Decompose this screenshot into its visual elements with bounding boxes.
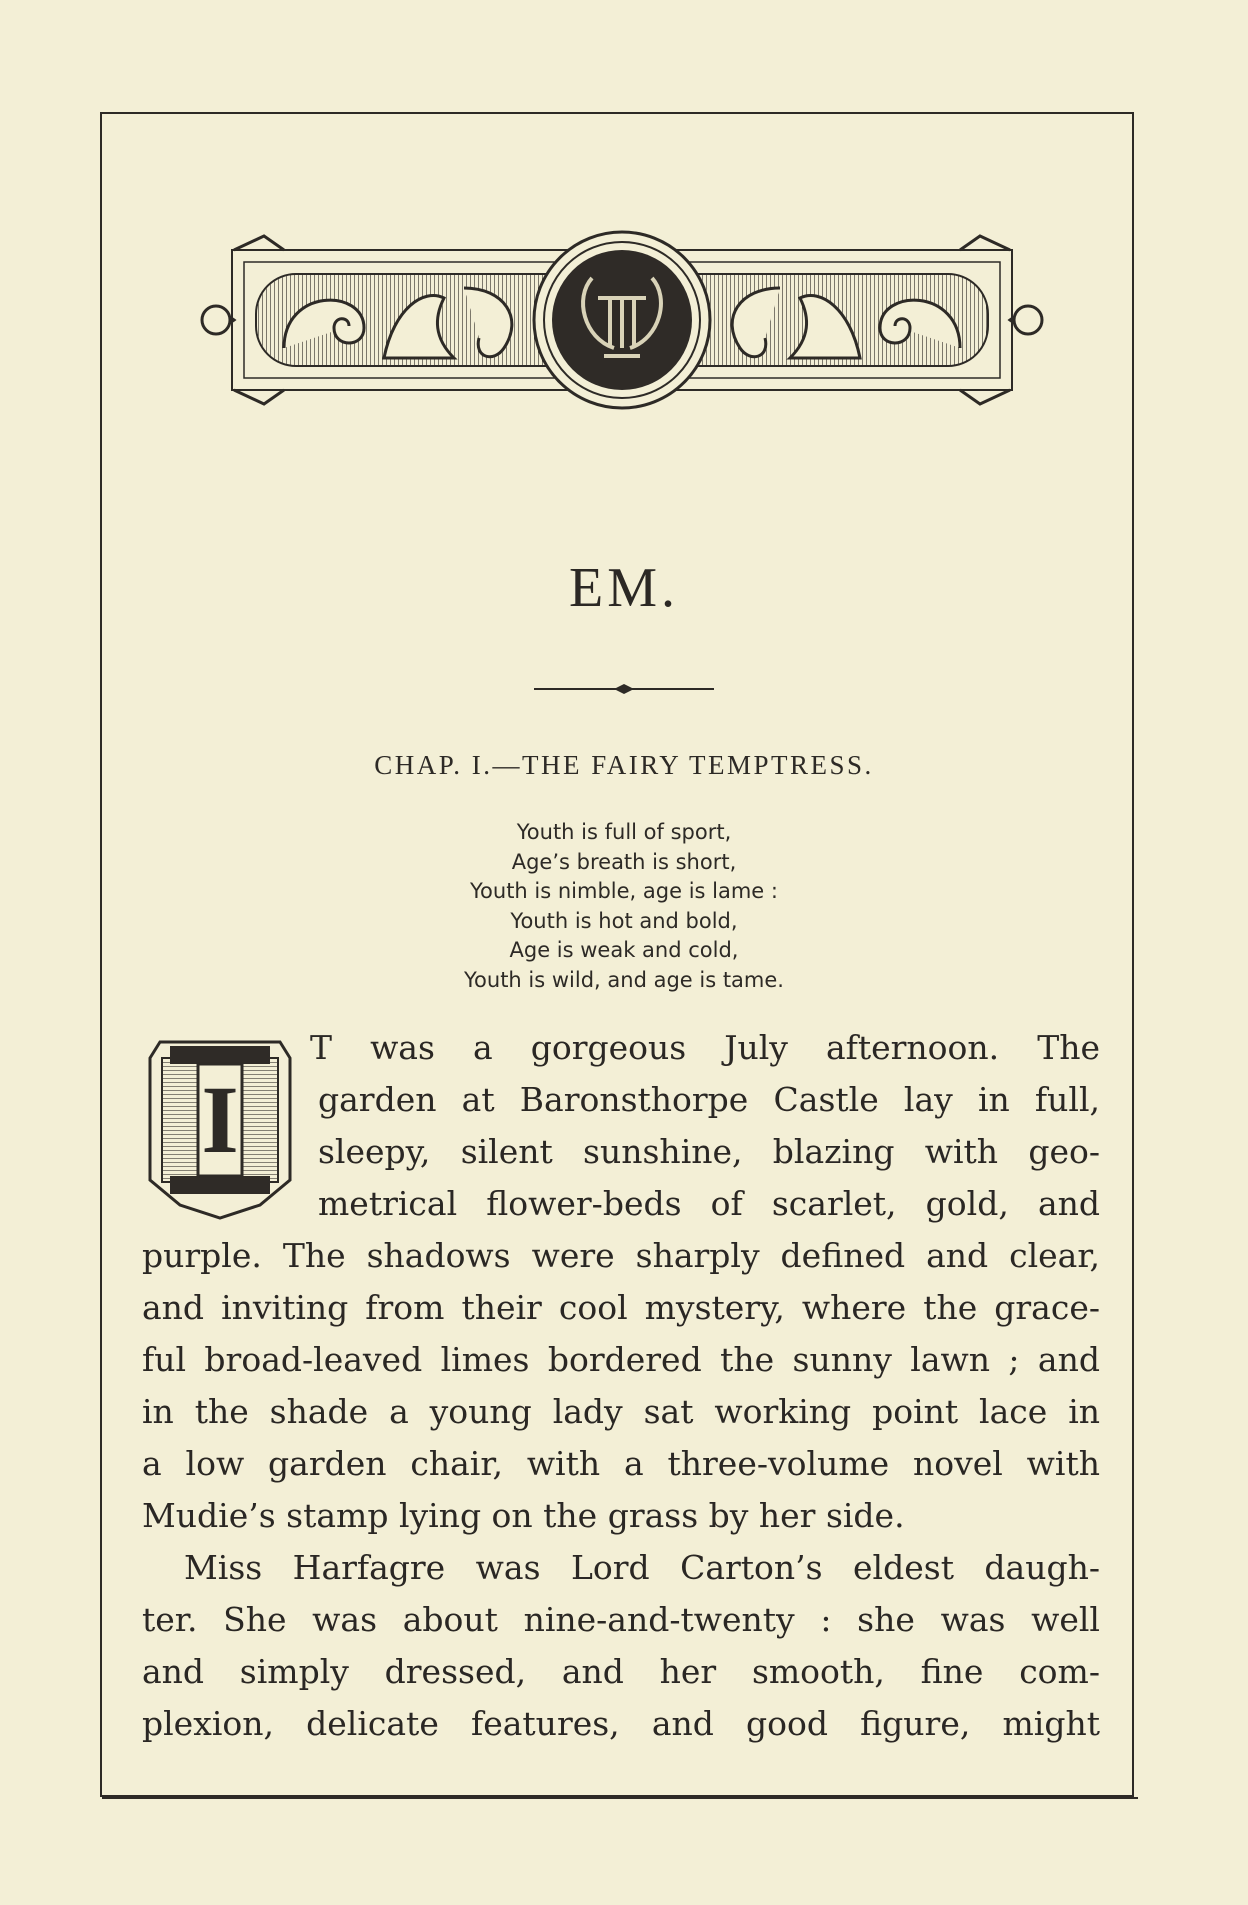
paragraph-line: in the shade a young lady sat working point lace in [142, 1392, 1100, 1431]
paragraph-line: metrical flower-beds of scarlet, gold, and [318, 1184, 1100, 1223]
title-rule-ornament [534, 682, 714, 696]
paragraph-line: plexion, delicate features, and good figure, might [142, 1704, 1100, 1743]
paragraph-line: Miss Harfagre was Lord Carton’s eldest daugh- [184, 1548, 1100, 1587]
page-border-shadow [102, 1797, 1138, 1799]
paragraph-line: a low garden chair, with a three-volume novel with [142, 1444, 1100, 1483]
paragraph-line: ter. She was about nine-and-twenty : she was well [142, 1600, 1100, 1639]
verse-line: Youth is hot and bold, [510, 908, 738, 933]
paragraph-line: and inviting from their cool mystery, where the grace- [142, 1288, 1100, 1327]
drop-cap-letter: I [201, 1066, 239, 1173]
verse-line: Age’s breath is short, [511, 849, 737, 874]
chapter-heading: CHAP. I.—THE FAIRY TEMPTRESS. [374, 750, 874, 780]
ornamental-headpiece [194, 228, 1050, 412]
paragraph-line: and simply dressed, and her smooth, fine com- [142, 1652, 1100, 1691]
paragraph-line: Mudie’s stamp lying on the grass by her side. [142, 1496, 905, 1535]
paragraph-line: T was a gorgeous July afternoon. The [310, 1028, 1100, 1067]
drop-cap-initial [140, 1030, 300, 1220]
paragraph-line: purple. The shadows were sharply defined and clear, [142, 1236, 1100, 1275]
paragraph-line: ful broad-leaved limes bordered the sunny lawn ; and [142, 1340, 1100, 1379]
verse-line: Age is weak and cold, [509, 938, 739, 962]
paragraph-line: sleepy, silent sunshine, blazing with geo- [318, 1132, 1100, 1171]
verse-line: Youth is wild, and age is tame. [464, 967, 784, 992]
epigraph-verse [0, 818, 1248, 995]
story-title: EM. [569, 557, 679, 619]
verse-line: Youth is full of sport, [516, 820, 732, 844]
paragraph-line: garden at Baronsthorpe Castle lay in full, [318, 1080, 1100, 1119]
verse-line: Youth is nimble, age is lame : [470, 879, 778, 903]
